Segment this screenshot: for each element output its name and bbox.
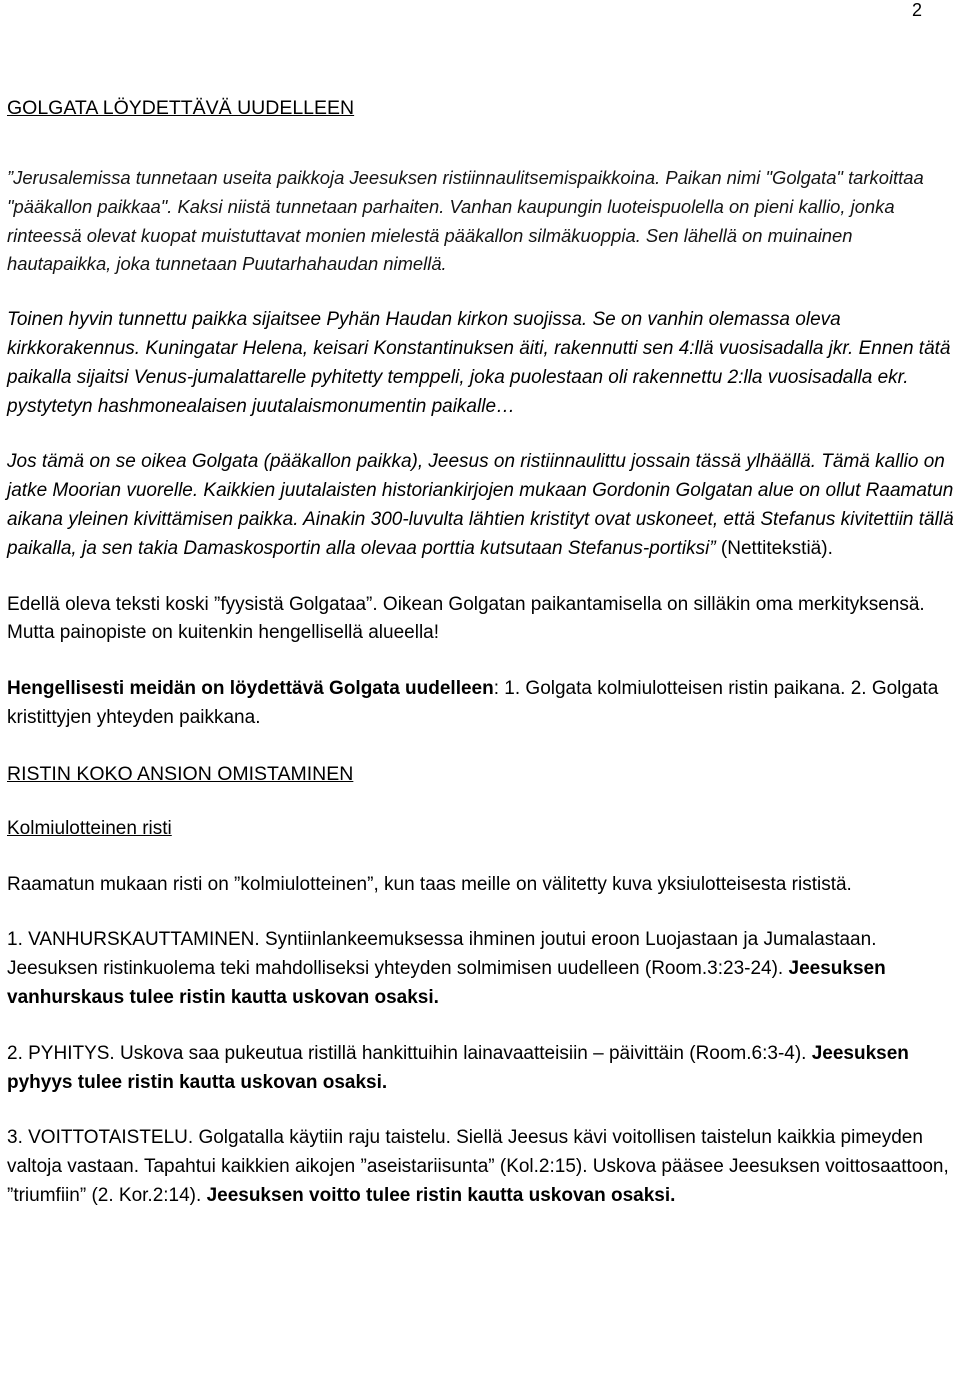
quote-paragraph-3 — [7, 448, 957, 563]
quote-paragraph-1 — [7, 164, 957, 279]
section-title-cross: RISTIN KOKO ANSION OMISTAMINEN — [7, 762, 354, 785]
paragraph-spiritual-golgata-bold: Hengellisesti meidän on löydettävä Golgata uudelleen — [7, 678, 494, 700]
subsection-title-three-dimensional-cross: Kolmiulotteinen risti — [7, 817, 172, 839]
list-item-justification-bold: Jeesuksen vanhurskaus tulee ristin kautta uskovan osaksi. — [7, 958, 886, 1008]
document-body — [7, 94, 957, 1211]
list-item-justification — [7, 926, 957, 1012]
paragraph-spiritual-golgata-rest: : 1. Golgata kolmiulotteisen ristin paikana. 2. Golgata kristittyjen yhteyden paikkana. — [7, 678, 939, 728]
quote-paragraph-3-text: Jos tämä on se oikea Golgata (pääkallon paikka), Jeesus on ristiinnaulittu jossain tässä ylhäällä. Tämä kallio on jatke Moorian vuorelle. Kaikkien juutalaisten historiankirjojen mukaan Gordonin Golgatan alue on ollut Raamatun aikana yleinen kivittämisen paikka. Ainakin 300-luvulta lähtien kristityt ovat uskoneet, että Stefanus kivitettiin tällä paikalla, ja sen takia Damaskosportin alla olevaa porttia kutsutaan Stefanus-portiksi” — [7, 451, 954, 559]
page-number: 2 — [911, 0, 922, 20]
list-item-sanctification — [7, 1040, 957, 1098]
quote-paragraph-2: Toinen hyvin tunnettu paikka sijaitsee Pyhän Haudan kirkon suojissa. Se on vanhin olemassa oleva kirkkorakennus. Kuningatar Helena, keisari Konstantinuksen äiti, rakennutti sen 4:llä vuosisadalla jkr. Ennen tätä paikalla sijaitsi Venus-jumalattarelle pyhitetty temppeli, joka puolestaan oli rakennettu 2:lla vuosisadalla ekr. pystytetyn hashmonealaisen juutalaismonumentin paikalle… — [7, 309, 951, 417]
paragraph-spiritual-golgata — [7, 675, 957, 733]
list-item-victory-text: 3. VOITTOTAISTELU. Golgatalla käytiin raju taistelu. Siellä Jeesus kävi voitollisen taistelun kaikkia pimeyden valtoja vastaan. Tapahtui kaikkien aikojen ”aseistariisunta” (Kol.2:15). Uskova pääsee Jeesuksen voittosaattoon, ”triumfiin” (2. Kor.2:14). — [7, 1127, 949, 1206]
paragraph-intro: Raamatun mukaan risti on ”kolmiulotteinen”, kun taas meille on välitetty kuva yksiulotteisesta rististä. — [7, 873, 852, 895]
list-item-sanctification-text: 2. PYHITYS. Uskova saa pukeutua ristillä hankittuihin lainavaatteisiin – päivittäin (Room.6:3-4). — [7, 1042, 812, 1064]
quote-source: (Nettitekstiä). — [715, 537, 833, 559]
paragraph-physical-golgata: Edellä oleva teksti koski ”fyysistä Golgataa”. Oikean Golgatan paikantamisella on silläkin oma merkityksensä. Mutta painopiste on kuitenkin hengellisellä alueella! — [7, 593, 925, 644]
list-item-victory — [7, 1124, 957, 1210]
list-item-sanctification-bold: Jeesuksen pyhyys tulee ristin kautta uskovan osaksi. — [7, 1042, 909, 1093]
section-title-golgata: GOLGATA LÖYDETTÄVÄ UUDELLEEN — [7, 97, 355, 119]
list-item-justification-text: 1. VANHURSKAUTTAMINEN. Syntiinlankeemuksessa ihminen joutui eroon Luojastaan ja Jumalastaan. Jeesuksen ristinkuolema teki mahdolliseksi yhteyden solmimisen uudelleen (Room.3:23-24). — [7, 929, 877, 980]
quote-paragraph-1-a: ”Jerusalemissa tunnetaan useita paikkoja Jeesuksen ristiinnaulitsemispaikkoina. Paikan nimi "Golgata" tarkoittaa "pääkallon paikkaa". Kaksi niistä tunnetaan parhaiten. Vanhan kaupungin luoteispuolella on pieni kallio, jonka rinteessä olevat kuopat muistuttavat monien mielestä pääkallon silmäkuoppia. — [7, 167, 924, 246]
list-item-victory-bold: Jeesuksen voitto tulee ristin kautta uskovan osaksi. — [206, 1184, 676, 1206]
quote-paragraph-1-b: Sen lähellä on muinainen hautapaikka, joka tunnetaan Puutarhahaudan nimellä. — [7, 224, 853, 275]
